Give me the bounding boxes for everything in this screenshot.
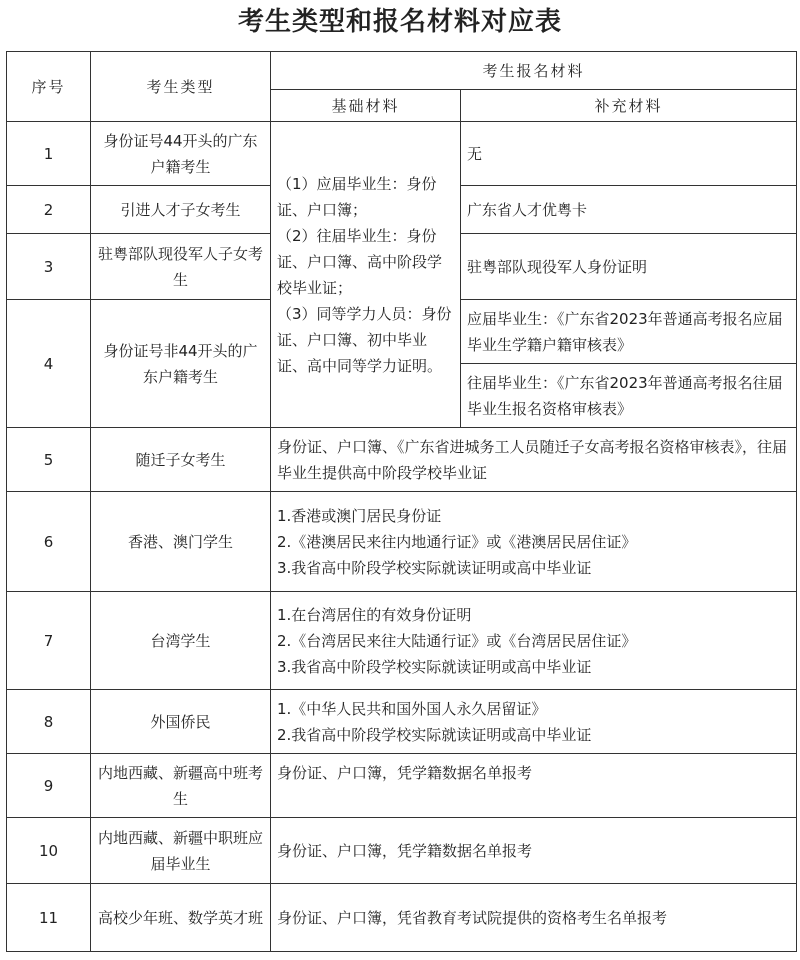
row-index: 10 (7, 818, 91, 884)
material-item: 1.香港或澳门居民身份证 (277, 506, 442, 525)
table-row (7, 754, 797, 818)
row-index: 5 (7, 428, 91, 492)
material-item: 3.我省高中阶段学校实际就读证明或高中毕业证 (277, 657, 592, 676)
extra-materials-cell: 应届毕业生：《广东省2023年普通高考报名应届毕业生学籍户籍审核表》 (461, 300, 797, 364)
row-type: 身份证号44开头的广东户籍考生 (91, 122, 271, 186)
row-type: 高校少年班、数学英才班 (91, 884, 271, 952)
extra-materials-cell: 驻粤部队现役军人身份证明 (461, 234, 797, 300)
row-type: 香港、澳门学生 (91, 492, 271, 592)
materials-cell: 身份证、户口簿、《广东省进城务工人员随迁子女高考报名资格审核表》，往届毕业生提供高中阶段学校毕业证 (271, 428, 797, 492)
row-type: 台湾学生 (91, 592, 271, 690)
header-type: 考生类型 (91, 52, 271, 122)
row-index: 9 (7, 754, 91, 818)
material-item: 1.在台湾居住的有效身份证明 (277, 605, 472, 624)
table-row (7, 592, 797, 690)
row-type: 驻粤部队现役军人子女考生 (91, 234, 271, 300)
row-type: 内地西藏、新疆高中班考生 (91, 754, 271, 818)
header-index: 序号 (7, 52, 91, 122)
row-type: 引进人才子女考生 (91, 186, 271, 234)
row-index: 11 (7, 884, 91, 952)
basic-material-item: （2）往届毕业生：身份证、户口簿、高中阶段学校毕业证； (277, 226, 443, 297)
row-type: 外国侨民 (91, 690, 271, 754)
materials-cell (271, 690, 797, 754)
material-item: 1.《中华人民共和国外国人永久居留证》 (277, 699, 547, 718)
material-item: 2.《港澳居民来往内地通行证》或《港澳居民居住证》 (277, 532, 637, 551)
table-row (7, 818, 797, 884)
row-type: 内地西藏、新疆中职班应届毕业生 (91, 818, 271, 884)
materials-cell: 身份证、户口簿，凭学籍数据名单报考 (271, 818, 797, 884)
materials-cell (271, 492, 797, 592)
header-basic: 基础材料 (271, 90, 461, 122)
basic-material-item: （3）同等学力人员：身份证、户口簿、初中毕业证、高中同等学力证明。 (277, 304, 452, 375)
row-index: 6 (7, 492, 91, 592)
table-row (7, 428, 797, 492)
row-index: 8 (7, 690, 91, 754)
row-index: 4 (7, 300, 91, 428)
row-index: 7 (7, 592, 91, 690)
table-row (7, 122, 797, 186)
extra-materials-cell: 无 (461, 122, 797, 186)
page-title: 考生类型和报名材料对应表 (237, 7, 562, 37)
material-item: 3.我省高中阶段学校实际就读证明或高中毕业证 (277, 558, 592, 577)
header-extra: 补充材料 (461, 90, 797, 122)
extra-materials-cell: 广东省人才优粤卡 (461, 186, 797, 234)
basic-material-item: （1）应届毕业生：身份证、户口簿； (277, 174, 437, 219)
materials-table (6, 51, 797, 952)
table-row (7, 690, 797, 754)
materials-cell: 身份证、户口簿，凭省教育考试院提供的资格考生名单报考 (271, 884, 797, 952)
table-row (7, 884, 797, 952)
header-materials: 考生报名材料 (271, 52, 797, 90)
row-index: 2 (7, 186, 91, 234)
row-type: 身份证号非44开头的广东户籍考生 (91, 300, 271, 428)
row-type: 随迁子女考生 (91, 428, 271, 492)
material-item: 2.我省高中阶段学校实际就读证明或高中毕业证 (277, 725, 592, 744)
row-index: 1 (7, 122, 91, 186)
row-index: 3 (7, 234, 91, 300)
materials-cell: 身份证、户口簿，凭学籍数据名单报考 (271, 754, 797, 818)
material-item: 2.《台湾居民来往大陆通行证》或《台湾居民居住证》 (277, 631, 637, 650)
materials-cell (271, 592, 797, 690)
extra-materials-cell: 往届毕业生：《广东省2023年普通高考报名往届毕业生报名资格审核表》 (461, 364, 797, 428)
table-row (7, 492, 797, 592)
basic-materials-cell (271, 122, 461, 428)
header-row (7, 52, 797, 90)
